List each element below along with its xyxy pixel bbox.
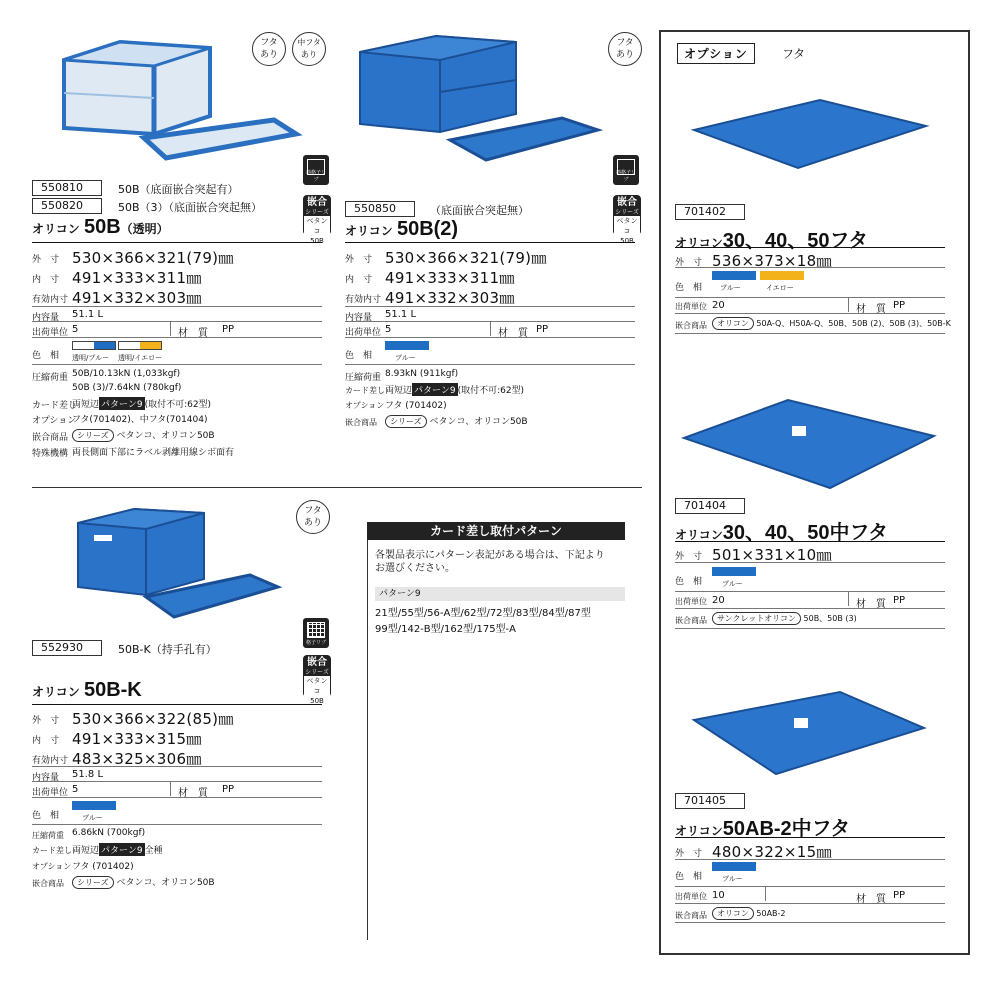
fit-series-badge: 嵌合 シリーズ ベタンコ 50B	[303, 195, 331, 235]
color-swatch-clear-blue	[72, 341, 116, 350]
variant-label: 50B（底面嵌合突起有）	[118, 183, 239, 196]
color-swatch-clear-yellow	[118, 341, 162, 350]
fit-series-badge: 嵌合 シリーズ ベタンコ 50B	[613, 195, 641, 235]
color-swatch-yellow	[760, 271, 804, 280]
product-code: 552930	[32, 640, 102, 656]
capacity: 51.1 L	[72, 309, 104, 320]
material: PP	[222, 324, 235, 335]
diagonal-rib-icon: 斜格子リブ	[303, 155, 329, 185]
variant-label: 50B（3）（底面嵌合突起無）	[118, 201, 263, 214]
product-code: 550820	[32, 198, 102, 214]
effective-dimension: 491×332×303㎜	[385, 289, 515, 307]
option-code: 701405	[675, 793, 745, 809]
lid-image-701404	[680, 396, 940, 492]
color-swatch-blue	[712, 567, 756, 576]
inner-dimension: 491×333×311㎜	[72, 269, 202, 287]
color-swatch-blue	[712, 862, 756, 871]
outer-dimension: 530×366×321(79)㎜	[385, 249, 547, 267]
product-image-50b-k	[74, 505, 284, 625]
options-tag: オプション	[677, 43, 755, 64]
product-code: 550810	[32, 180, 102, 196]
product-title: オリコン 50B(2)	[345, 218, 459, 240]
color-swatch-blue	[385, 341, 429, 350]
product-title: オリコン 50B-K	[32, 679, 142, 701]
lid-available-icon: フタ あり	[296, 500, 330, 534]
lid-image-701405	[690, 688, 930, 778]
lid-available-icon: フタ あり	[608, 32, 642, 66]
inner-dimension: 491×333×311㎜	[385, 269, 515, 287]
outer-dimension: 530×366×321(79)㎜	[72, 249, 234, 267]
lid-image-701402	[690, 96, 930, 174]
inner-lid-available-icon: 中フタ あり	[292, 32, 326, 66]
color-swatch-blue	[712, 271, 756, 280]
pattern-label: パターン9	[375, 587, 625, 601]
lattice-rib-icon: 格子リブ	[303, 618, 329, 648]
lid-available-icon: フタ あり	[252, 32, 286, 66]
option-code: 701402	[675, 204, 745, 220]
effective-dimension: 491×332×303㎜	[72, 289, 202, 307]
fit-series-badge: 嵌合 シリーズ ベタンコ 50B	[303, 655, 331, 697]
option-code: 701404	[675, 498, 745, 514]
product-title: オリコン 50B（透明）	[32, 216, 169, 238]
card-pattern-header: カード差し取付パターン	[367, 522, 625, 540]
product-image-50b-2	[356, 32, 606, 172]
color-swatch-blue	[72, 801, 116, 810]
product-code: 550850	[345, 201, 415, 217]
diagonal-rib-icon: 斜格子リブ	[613, 155, 639, 185]
